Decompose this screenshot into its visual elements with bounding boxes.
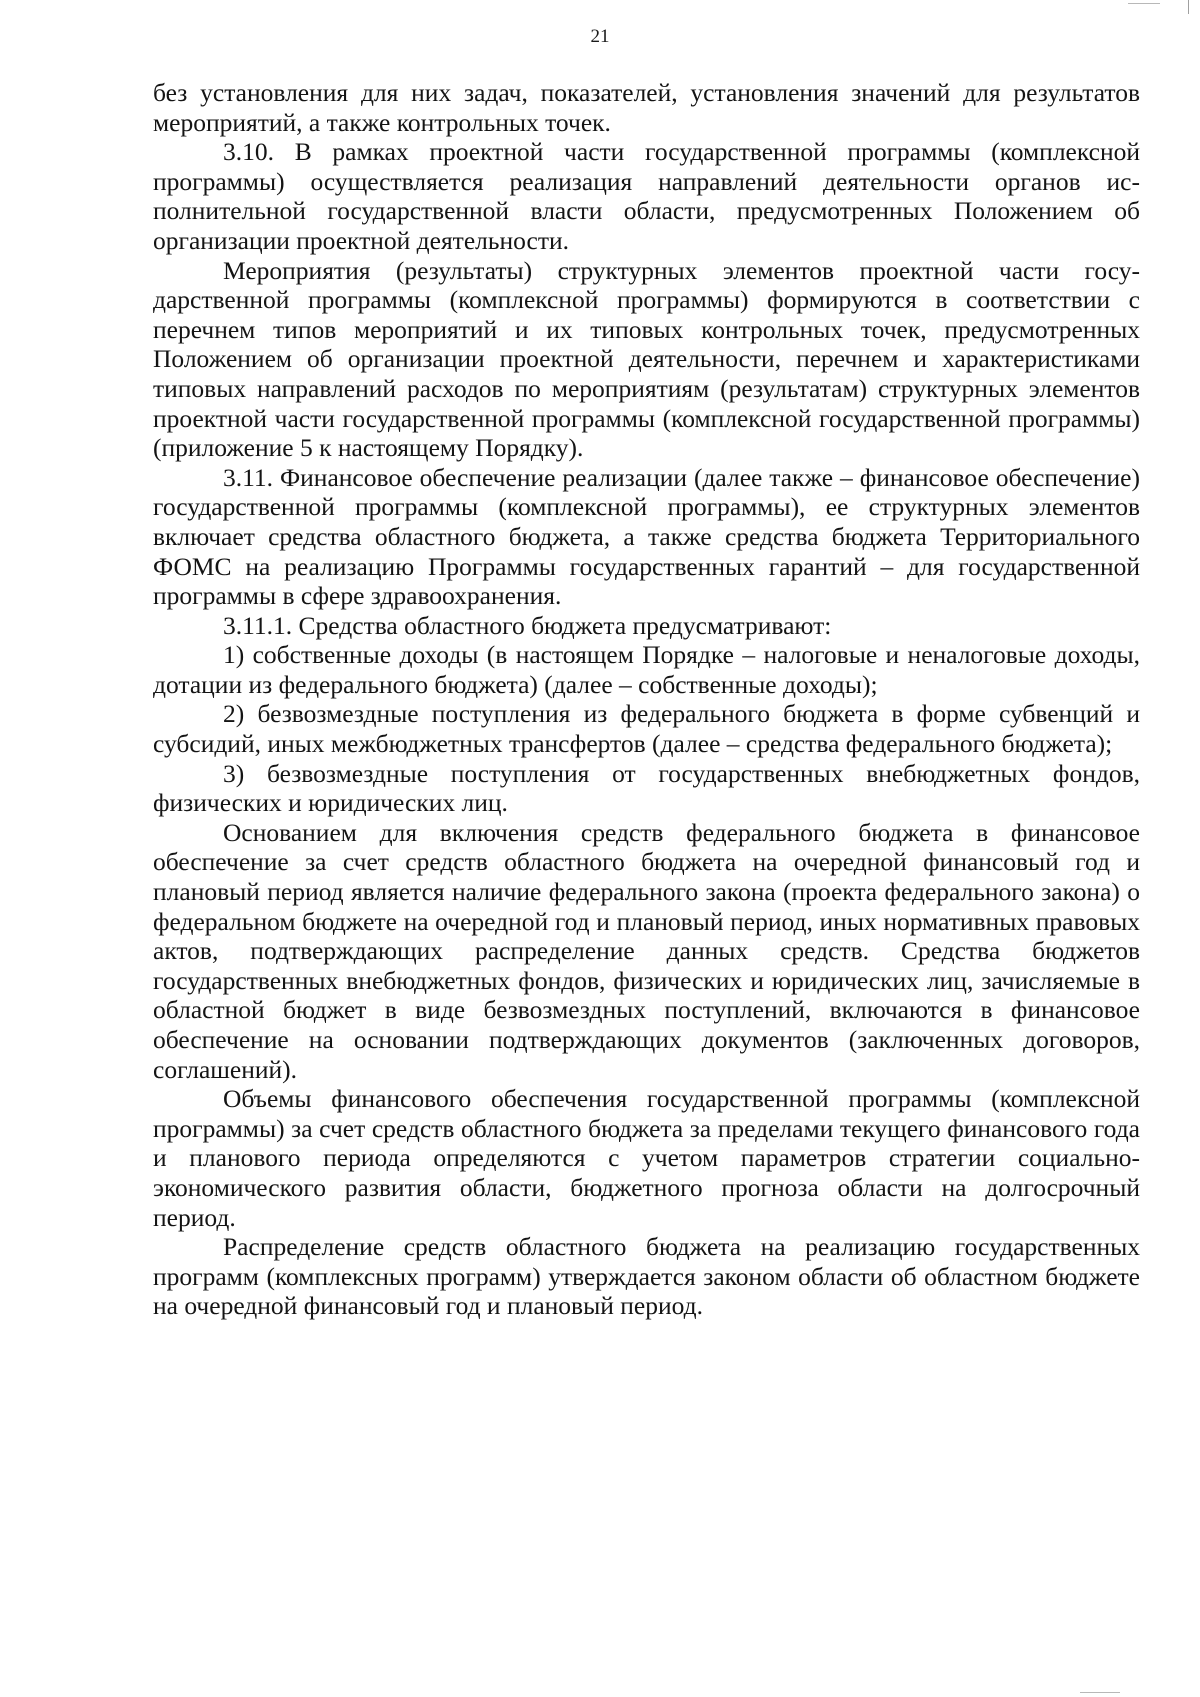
paragraph-project-activities: Мероприятия (результаты) структурных элементов проектной части государственной программы (комплексной программы) формируются в соответствии с перечнем типов мероприятий и их типовых контрольных точек, предусмотренных Положением об организации проектной деятельности, перечнем и характеристиками типовых направлений расходов по мероприятиям (результатам) структурных элементов проектной части государственной программы (комплексной государственной программы) (приложение 5 к настоящему Порядку). [153, 255, 1140, 463]
scan-edge-tick-top [1188, 0, 1189, 14]
document-body [153, 78, 1140, 1321]
paragraph-3-11-1: 3.11.1. Средства областного бюджета предусматривают: [223, 610, 832, 640]
paragraph-federal-budget-basis: Основанием для включения средств федерального бюджета в финансовое обеспечение за счет средств областного бюджета на очередной финансовый год и плановый период является наличие федерального закона (проекта федерального закона) о федеральном бюджете на очередной год и плановый период, иных нормативных правовых актов, подтверждающих распределение данных средств. Средства бюджетов государственных внебюджетных фондов, физических и юридических лиц, зачисляемые в областной бюджет в виде безвозмездных поступлений, включаются в финансовое обеспечение на основании подтверждающих документов (заключенных договоров, соглашений). [153, 817, 1140, 1084]
paragraph-funding-volumes: Объемы финансового обеспечения государственной программы (комплексной программы) за счет средств областного бюджета за пределами текущего финансового года и планового периода определяются с учетом параметров стратегии социально-экономического развития области, бюджетного прогноза области на долгосрочный период. [153, 1084, 1140, 1232]
scan-edge-mark-top [1128, 3, 1160, 4]
paragraph-3-11: 3.11. Финансовое обеспечение реализации (далее также – финансовое обеспечение) государственной программы (комплексной программы), ее структурных элементов включает средства областного бюджета, а также средства бюджета Территориального ФОМС на реализацию Программы государственных гарантий – для государственной программы в сфере здравоохранения. [153, 462, 1140, 611]
list-item-2-federal-transfers: 2) безвозмездные поступления из федерального бюджета в форме субвенций и субсидий, иных межбюджетных трансфертов (далее – средства федерального бюджета); [153, 699, 1140, 759]
list-item-3-extrabudgetary-funds: 3) безвозмездные поступления от государственных внебюджетных фондов, физических и юридических лиц. [153, 758, 1140, 818]
list-item-1-own-revenues: 1) собственные доходы (в настоящем Порядке – налоговые и неналоговые доходы, дотации из федерального бюджета) (далее – собственные доходы); [153, 640, 1140, 699]
paragraph-continuation: без установления для них задач, показателей, установления значений для результатов мероприятий, а также контрольных точек. [153, 78, 1140, 137]
scan-edge-mark-bottom [1080, 1692, 1120, 1693]
page-number: 21 [590, 26, 610, 47]
paragraph-budget-distribution: Распределение средств областного бюджета на реализацию государственных программ (комплексных программ) утверждается законом области об областном бюджете на очередной финансовый год и плановый период. [153, 1232, 1140, 1321]
paragraph-3-10: 3.10. В рамках проектной части государственной программы (комплексной программы) осуществляется реализация направлений деятельности органов исполнительной государственной власти области, предусмотренных Положением об организации проектной деятельности. [153, 137, 1140, 255]
